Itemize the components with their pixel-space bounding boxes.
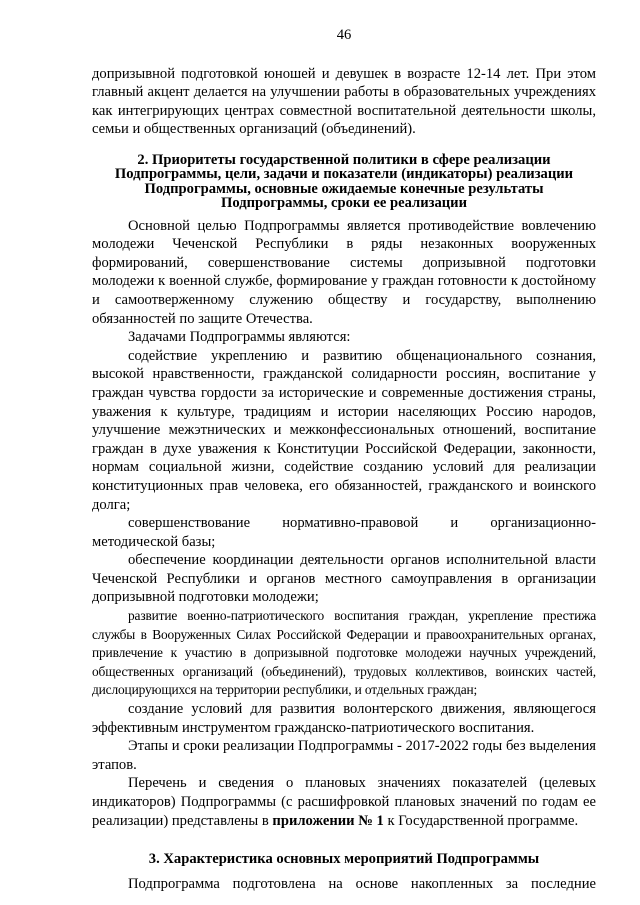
task-item-2-line-1: совершенствование нормативно-правовой и организационно- bbox=[128, 515, 596, 532]
goal-paragraph: Основной целью Подпрограммы является противодействие вовлечению молодежи Чеченской Республики в ряды незаконных вооруженных формирований, совершенствование системы допризывной подготовки молодежи к военной службе, формирование у граждан готовности к достойному и самоотверженному служению обществу и государству, выполнению обязанностей по защите Отечества. bbox=[92, 217, 596, 327]
task-item-4: развитие военно-патриотического воспитания граждан, укрепление престижа службы в Вооруженных Силах Российской Федерации и правоохранительных органах, привлечение к участию в допризывной подготовке молодежи научных учреждений, общественных организаций (объединений), трудовых коллективов, воинских частей, дислоцирующихся на территории республики, и отдельных граждан; bbox=[92, 608, 596, 698]
tasks-intro: Задачами Подпрограммы являются: bbox=[128, 329, 351, 346]
section-2-heading-line: 2. Приоритеты государственной политики в сфере реализации bbox=[137, 151, 551, 168]
task-item-5: создание условий для развития волонтерского движения, являющегося эффективным инструментом гражданско-патриотического воспитания. bbox=[92, 701, 596, 736]
task-item-1: содействие укреплению и развитию общенационального сознания, высокой нравственности, гражданской солидарности россиян, воспитание у граждан чувства гордости за исторические и современные достижения страны, уважения к культуре, традициям и истории населяющих Россию народов, улучшение межэтнических и межконфессиональных отношений, воспитание граждан в духе уважения к Конституции Российской Федерации, законности, нормам социальной жизни, содействие созданию условий для реализации конституционных прав человека, его обязанностей, гражданского и воинского долга; bbox=[92, 347, 596, 513]
section-2-heading bbox=[92, 153, 596, 211]
stages-paragraph: Этапы и сроки реализации Подпрограммы - 2017-2022 годы без выделения этапов. bbox=[92, 738, 596, 773]
intro-paragraph: допризывной подготовкой юношей и девушек в возрасте 12-14 лет. При этом главный акцент делается на улучшении работы в образовательных учреждениях как интегрирующих центрах совместной воспитательной деятельности школы, семьи и общественных организаций (объединений). bbox=[92, 65, 596, 138]
section-2-heading-line: Подпрограммы, основные ожидаемые конечные результаты bbox=[144, 180, 544, 197]
document-page bbox=[92, 26, 596, 893]
page-number: 46 bbox=[336, 27, 352, 43]
task-item-3: обеспечение координации деятельности органов исполнительной власти Чеченской Республики и органов местного самоуправления в организации допризывной подготовки молодежи; bbox=[92, 552, 596, 606]
indicators-text-start: Перечень и сведения о плановых значениях показателей (целевых индикаторов) Подпрограммы (с расшифровкой плановых значений по годам ее реализации) представлены в bbox=[92, 775, 596, 829]
section-3-heading: 3. Характеристика основных мероприятий Подпрограммы bbox=[148, 851, 540, 868]
section-2-heading-line: Подпрограммы, цели, задачи и показатели (индикаторы) реализации bbox=[114, 166, 574, 183]
section-2-heading-line: Подпрограммы, сроки ее реализации bbox=[220, 195, 467, 212]
appendix-reference: приложении № 1 bbox=[272, 812, 384, 829]
section-3-paragraph: Подпрограмма подготовлена на основе накопленных за последние bbox=[128, 875, 596, 892]
task-item-2-line-2: методической базы; bbox=[92, 533, 216, 550]
indicators-paragraph bbox=[92, 774, 596, 830]
indicators-text-end: к Государственной программе. bbox=[383, 812, 579, 829]
